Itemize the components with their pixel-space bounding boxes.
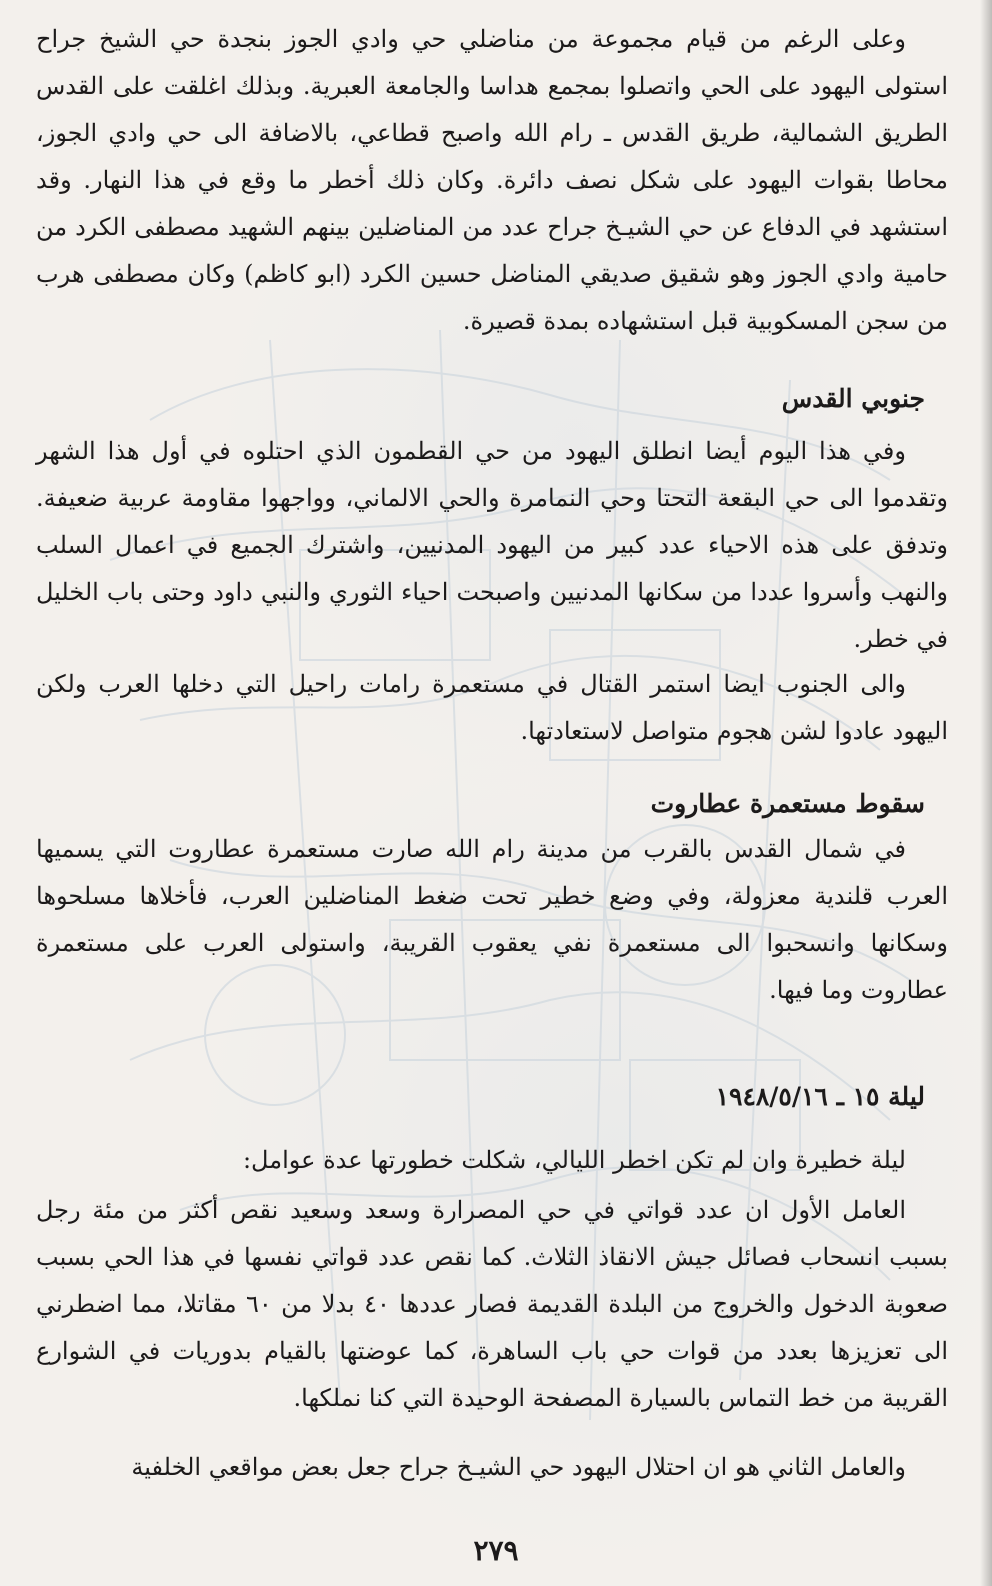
page-edge-shadow	[980, 0, 992, 1586]
section-heading-atarot: سقوط مستعمرة عطاروت	[650, 789, 925, 818]
south-jerusalem-paragraph-1: وفي هذا اليوم أيضا انطلق اليهود من حي القطمون الذي احتلوه في أول هذا الشهر وتقدموا الى حي البقعة التحتا وحي النمامرة والحي الالماني، وواجهوا مقاومة عربية ضعيفة. وتدفق على هذه الاحياء عدد كبير من اليهود المدنيين، واشترك الجميع في اعمال السلب والنهب وأسروا عددا من سكانها المدنيين واصبحت احياء الثوري والنبي داود وحتى باب الخليل في خطر.	[36, 437, 949, 653]
night-paragraph-1: ليلة خطيرة وان لم تكن اخطر الليالي، شكلت خطورتها عدة عوامل:	[242, 1146, 906, 1174]
night-paragraph-3: والعامل الثاني هو ان احتلال اليهود حي الشيـخ جراح جعل بعض مواقعي الخلفية	[131, 1453, 906, 1481]
section-heading-night: ليلة ١٥ ـ ١٩٤٨/٥/١٦	[715, 1082, 925, 1111]
atarot-paragraph: في شمال القدس بالقرب من مدينة رام الله صارت مستعمرة عطاروت التي يسميها العرب قلندية معزولة، وفي وضع خطير تحت ضغط المناضلين العرب، فأخلاها مسلحوها وسكانها وانسحبوا الى مستعمرة نفي يعقوب القريبة، واستولى العرب على مستعمرة عطاروت وما فيها.	[36, 835, 949, 1004]
intro-paragraph: وعلى الرغم من قيام مجموعة من مناضلي حي وادي الجوز بنجدة حي الشيخ جراح استولى اليهود على الحي واتصلوا بمجمع هداسا والجامعة العبرية. وبذلك اغلقت على القدس الطريق الشمالية، طريق القدس ـ رام الله واصبح قطاعي، بالاضافة الى حي وادي الجوز، محاطا بقوات اليهود على شكل نصف دائرة. وكان ذلك أخطر ما وقع في هذا النهار. وقد استشهد في الدفاع عن حي الشيـخ جراح عدد من المناضلين بينهم الشهيد مصطفى الكرد من حامية وادي الجوز وهو شقيق صديقي المناضل حسين الكرد (ابو كاظم) وكان مصطفى هرب من سجن المسكوبية قبل استشهاده بمدة قصيرة.	[36, 25, 948, 335]
page-number: ٢٧٩	[473, 1534, 519, 1567]
night-paragraph-2: العامل الأول ان عدد قواتي في حي المصرارة وسعد وسعيد نقص أكثر من مئة رجل بسبب انسحاب فصائل جيش الانقاذ الثلاث. كما نقص عدد قواتي نفسها في هذا الحي بسبب صعوبة الدخول والخروج من البلدة القديمة فصار عددها ٤٠ بدلا من ٦٠ مقاتلا، مما اضطرني الى تعزيزها بعدد من قوات حي باب الساهرة، كما عوضتها بالقيام بدوريات في الشوارع القريبة من خط التماس بالسيارة المصفحة الوحيدة التي كنا نملكها.	[36, 1196, 949, 1412]
south-jerusalem-paragraph-2: والى الجنوب ايضا استمر القتال في مستعمرة رامات راحيل التي دخلها العرب ولكن اليهود عادوا لشن هجوم متواصل لاستعادتها.	[36, 670, 948, 745]
section-heading-south-jerusalem: جنوبي القدس	[781, 384, 925, 413]
